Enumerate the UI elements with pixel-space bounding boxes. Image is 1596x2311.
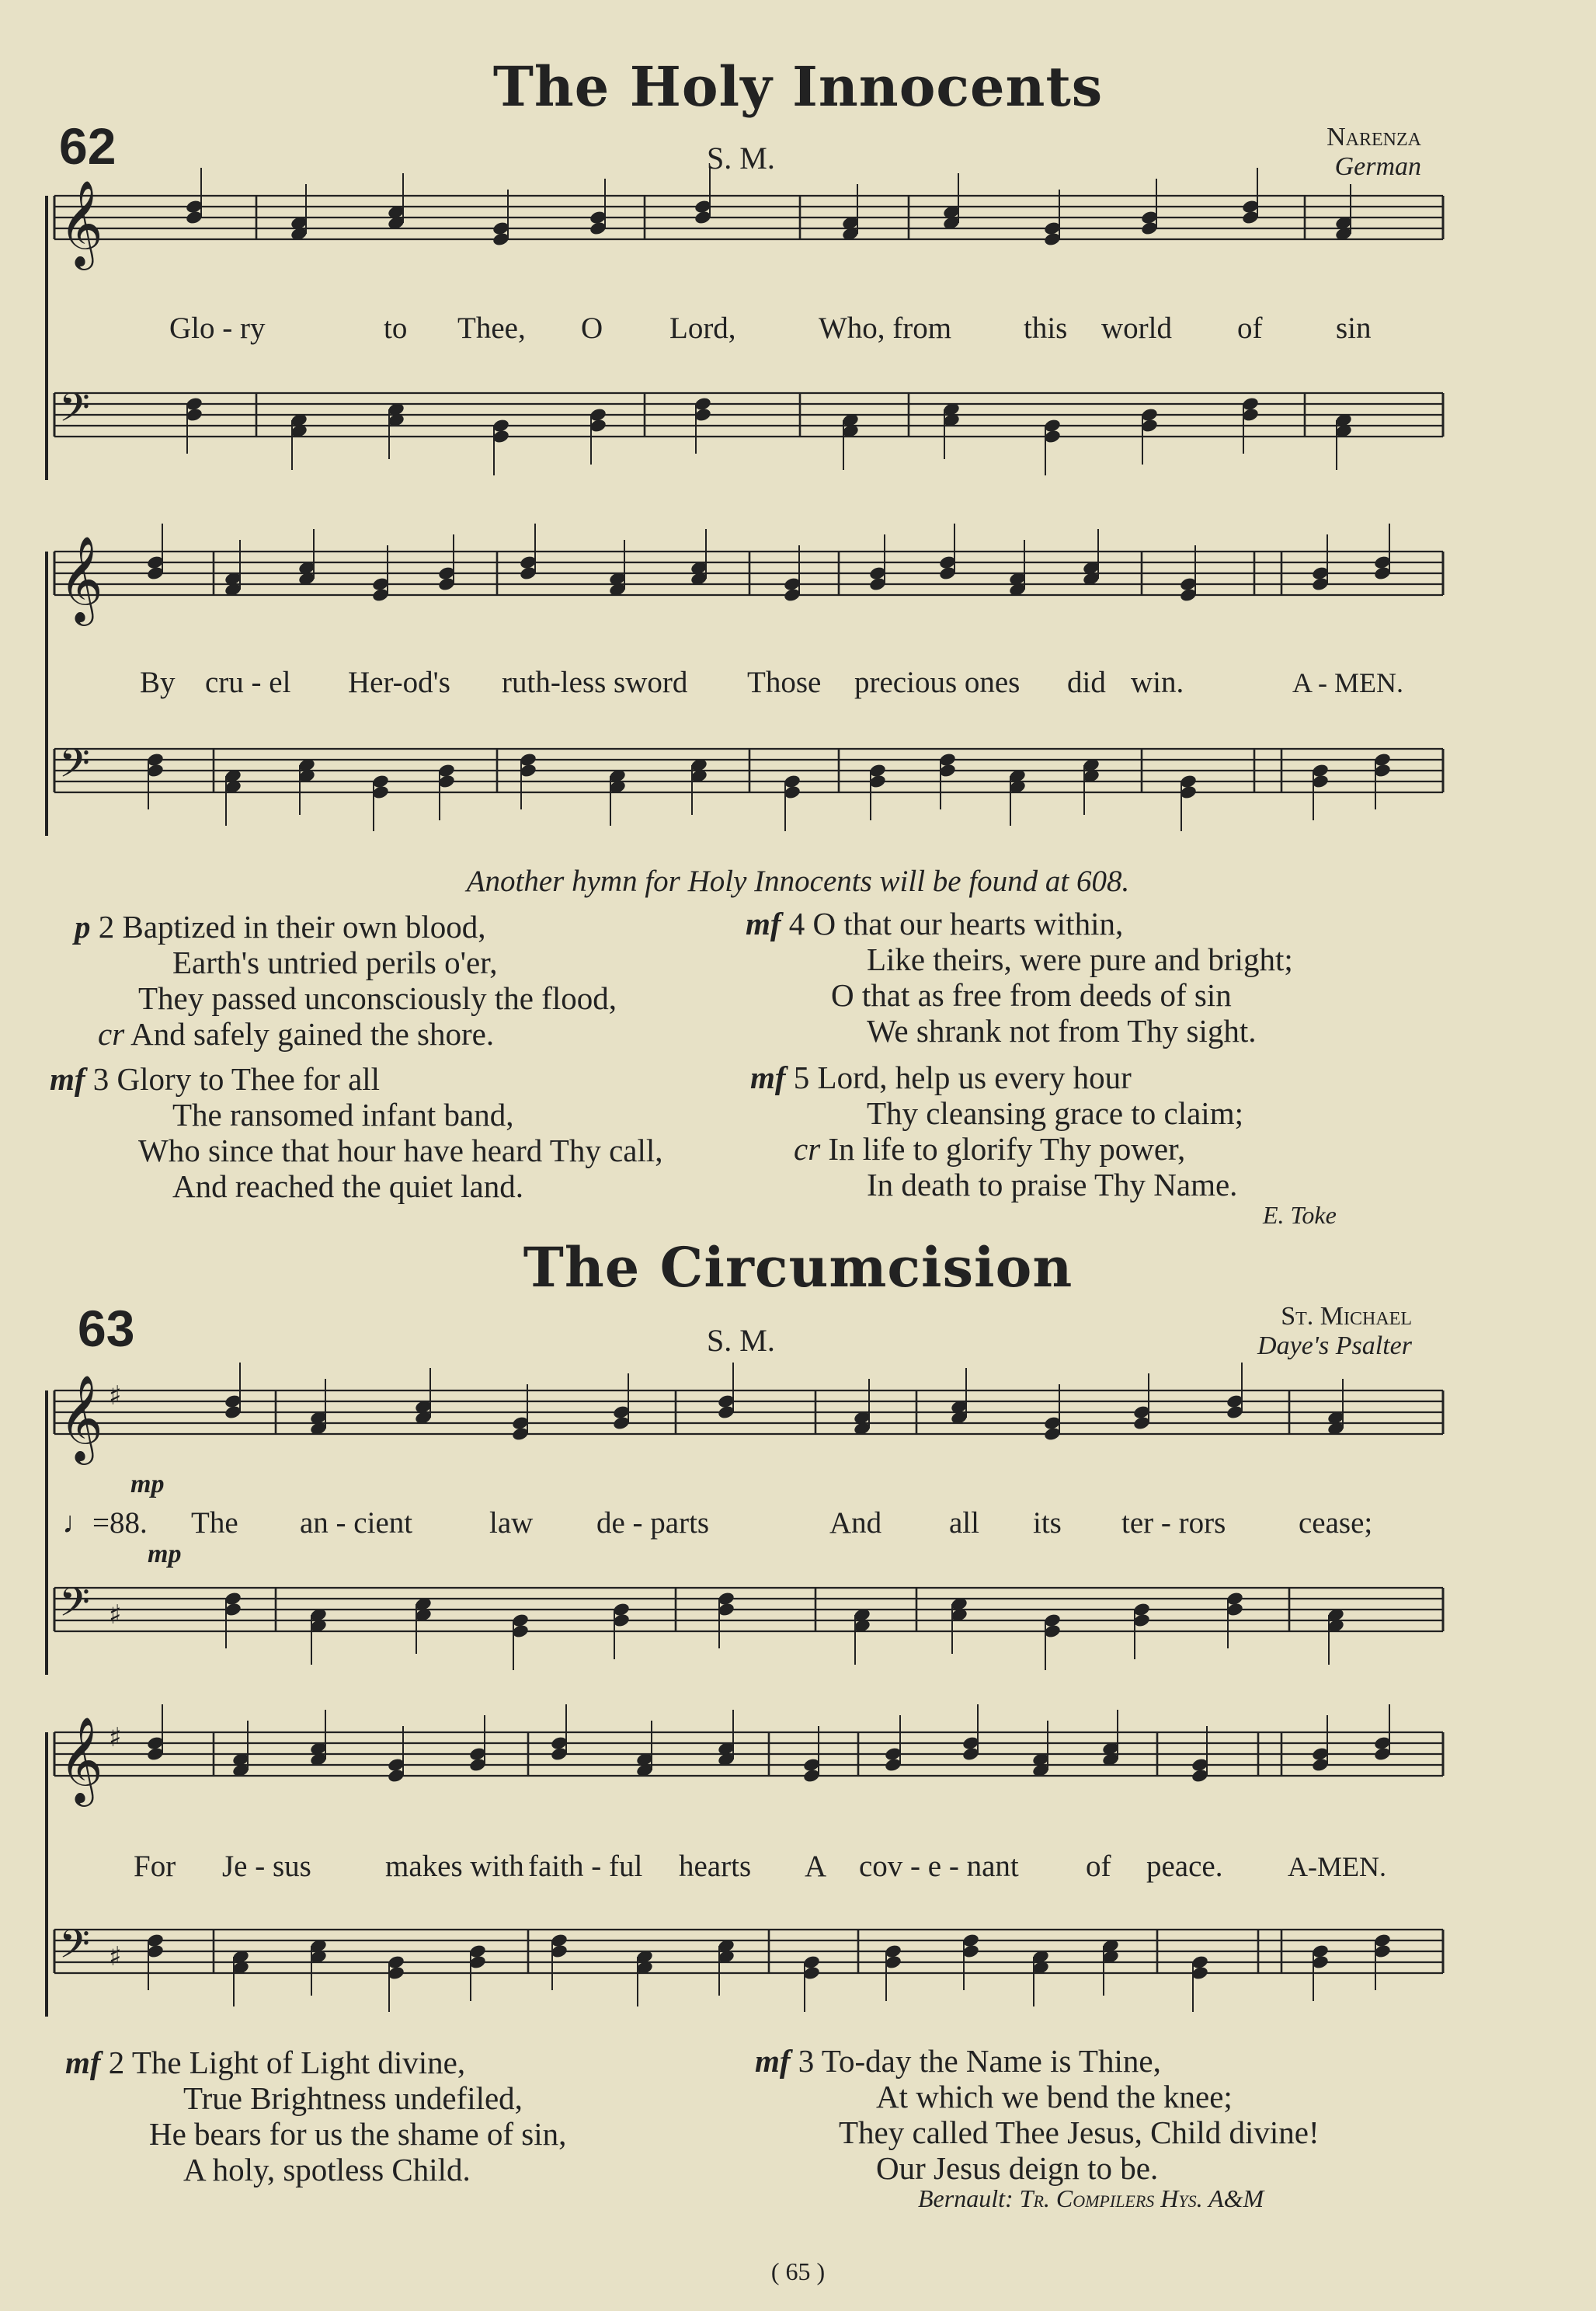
lyric-syllable: A-MEN. — [1288, 1851, 1386, 1882]
lyric-syllable: Who, from — [819, 311, 952, 345]
lyric-syllable: A - MEN. — [1292, 667, 1403, 698]
verse-line: He bears for us the shame of sin, — [149, 2116, 567, 2152]
hymn-62-verse-5 — [750, 1060, 1243, 1202]
lyric-syllable: cease; — [1299, 1506, 1373, 1540]
lyric-syllable: Lord, — [669, 311, 736, 345]
treble-clef-icon: 𝄞 — [59, 1374, 103, 1461]
lyric-syllable: did — [1067, 666, 1106, 699]
hymn-62-meter: S. M. — [707, 141, 775, 176]
hymn-62-verse-4 — [746, 906, 1293, 1049]
verse-line: Lord, help us every hour — [817, 1060, 1132, 1095]
hymn-62-author: E. Toke — [1263, 1201, 1337, 1229]
translator-credit: Tr. Compilers Hys. A&M — [1019, 2184, 1264, 2212]
lyric-syllable: ter - rors — [1121, 1506, 1226, 1540]
verse-number: 3 — [798, 2043, 815, 2079]
verse-number: 5 — [793, 1060, 810, 1095]
verse-line: The ransomed infant band, — [172, 1097, 514, 1133]
tune-source: German — [1334, 152, 1421, 181]
verse-line: Baptized in their own blood, — [122, 909, 486, 945]
lyric-syllable: world — [1101, 311, 1172, 345]
dynamic-mark: mf — [50, 1061, 85, 1097]
key-signature-sharp: ♯ — [109, 1941, 122, 1972]
lyric-syllable: cru - el — [205, 666, 291, 699]
verse-line: Thy cleansing grace to claim; — [867, 1095, 1243, 1131]
lyric-syllable: of — [1237, 311, 1263, 345]
verse-number: 2 — [98, 909, 115, 945]
lyric-syllable: sin — [1336, 311, 1372, 345]
lyric-syllable: win. — [1131, 666, 1184, 699]
hymn-63-title: The Circumcision — [523, 1235, 1073, 1300]
verse-line: Glory to Thee for all — [116, 1061, 381, 1097]
key-signature-sharp: ♯ — [109, 1599, 122, 1631]
hymn-63-tune — [1163, 1302, 1412, 1361]
tune-source: Daye's Psalter — [1257, 1331, 1412, 1360]
lyric-syllable: this — [1024, 311, 1068, 345]
hymn-62-number: 62 — [59, 117, 116, 175]
verse-line: They passed unconsciously the flood, — [138, 980, 617, 1016]
author-name: Bernault: — [918, 2184, 1014, 2212]
verse-line: In death to praise Thy Name. — [867, 1167, 1238, 1202]
verse-line: And reached the quiet land. — [172, 1168, 523, 1204]
hymn-63-author — [918, 2184, 1264, 2213]
treble-clef-icon: 𝄞 — [59, 179, 103, 266]
lyric-syllable: Glo - ry — [169, 311, 266, 345]
lyric-syllable: an - cient — [300, 1506, 413, 1540]
lyric-syllable: of — [1086, 1850, 1111, 1883]
lyric-syllable: to — [384, 311, 408, 345]
treble-clef-icon: 𝄞 — [59, 1716, 103, 1803]
lyric-syllable: hearts — [679, 1850, 752, 1883]
verse-line: At which we bend the knee; — [876, 2079, 1233, 2114]
verse-line: And safely gained the shore. — [130, 1016, 495, 1052]
lyric-syllable: Those — [747, 666, 822, 699]
treble-clef-icon: 𝄞 — [59, 535, 103, 622]
hymn-63-number: 63 — [78, 1300, 135, 1357]
lyric-syllable: law — [489, 1506, 534, 1540]
hymn-62-verse-2 — [75, 909, 617, 1052]
bass-clef-icon: 𝄢 — [59, 384, 90, 440]
verse-line: To-day the Name is Thine, — [821, 2043, 1161, 2079]
lyric-syllable: precious ones — [854, 666, 1021, 699]
key-signature-sharp: ♯ — [109, 1380, 122, 1411]
lyric-syllable: makes with — [385, 1850, 524, 1883]
verse-line: Who since that hour have heard Thy call, — [138, 1133, 663, 1168]
verse-line: O that our hearts within, — [812, 906, 1124, 941]
lyric-syllable: O — [581, 311, 603, 345]
verse-line: In life to glorify Thy power, — [828, 1131, 1186, 1167]
verse-line: They called Thee Jesus, Child divine! — [839, 2114, 1320, 2150]
verse-line: Like theirs, were pure and bright; — [867, 941, 1293, 977]
verse-line: True Brightness undefiled, — [183, 2080, 523, 2116]
dynamic-mark: mf — [750, 1060, 786, 1095]
lyric-syllable: de - parts — [596, 1506, 710, 1540]
lyric-syllable: faith - ful — [528, 1850, 643, 1883]
verse-line: A holy, spotless Child. — [183, 2152, 471, 2187]
verse-line: Our Jesus deign to be. — [876, 2150, 1159, 2186]
tempo-marking: ♩=88. — [62, 1506, 148, 1540]
lyric-syllable: all — [949, 1506, 979, 1540]
verse-number: 3 — [92, 1061, 110, 1097]
key-signature-sharp: ♯ — [109, 1722, 122, 1753]
bass-clef-icon: 𝄢 — [59, 1920, 90, 1977]
dynamic-mark: mf — [746, 906, 781, 941]
verse-line: O that as free from deeds of sin — [831, 977, 1232, 1013]
dynamic-mark: mp — [130, 1470, 165, 1498]
verse-number: 2 — [108, 2045, 125, 2080]
hymn-63-meter: S. M. — [707, 1323, 775, 1358]
dynamic-mark: mf — [65, 2045, 101, 2080]
lyric-syllable: ruth-less sword — [502, 666, 688, 699]
lyric-syllable: The — [191, 1506, 238, 1540]
lyric-syllable: peace. — [1146, 1850, 1223, 1883]
verse-line: We shrank not from Thy sight. — [867, 1013, 1257, 1049]
verse-number: 4 — [788, 906, 805, 941]
tune-name: St. Michael — [1281, 1302, 1412, 1331]
lyric-syllable: Je - sus — [222, 1850, 311, 1883]
lyric-syllable: For — [134, 1850, 176, 1883]
lyric-syllable: A — [805, 1850, 827, 1883]
lyric-syllable: Thee, — [457, 311, 526, 345]
another-hymn-note: Another hymn for Holy Innocents will be found at 608. — [466, 865, 1130, 898]
lyric-syllable: Her-od's — [348, 666, 450, 699]
dynamic-mark: p — [75, 909, 91, 945]
tune-name: Narenza — [1327, 123, 1421, 151]
lyric-syllable: cov - e - nant — [859, 1850, 1019, 1883]
hymn-63-verse-2 — [65, 2045, 566, 2187]
hymn-63-verse-3 — [755, 2043, 1320, 2186]
lyric-syllable: its — [1033, 1506, 1062, 1540]
verse-line: The Light of Light divine, — [131, 2045, 466, 2080]
bass-clef-icon: 𝄢 — [59, 740, 90, 796]
dynamic-mark: mp — [148, 1540, 182, 1568]
hymn-62-title: The Holy Innocents — [492, 54, 1104, 119]
lyric-syllable: And — [829, 1506, 882, 1540]
dynamic-mark: mf — [755, 2043, 791, 2079]
crescendo-mark: cr — [98, 1016, 125, 1052]
bass-clef-icon: 𝄢 — [59, 1578, 90, 1635]
page-number: ( 65 ) — [770, 2257, 826, 2285]
verse-line: Earth's untried perils o'er, — [172, 945, 498, 980]
lyric-syllable: By — [140, 666, 176, 699]
hymn-62-verse-3 — [50, 1061, 663, 1204]
crescendo-mark: cr — [794, 1131, 821, 1167]
